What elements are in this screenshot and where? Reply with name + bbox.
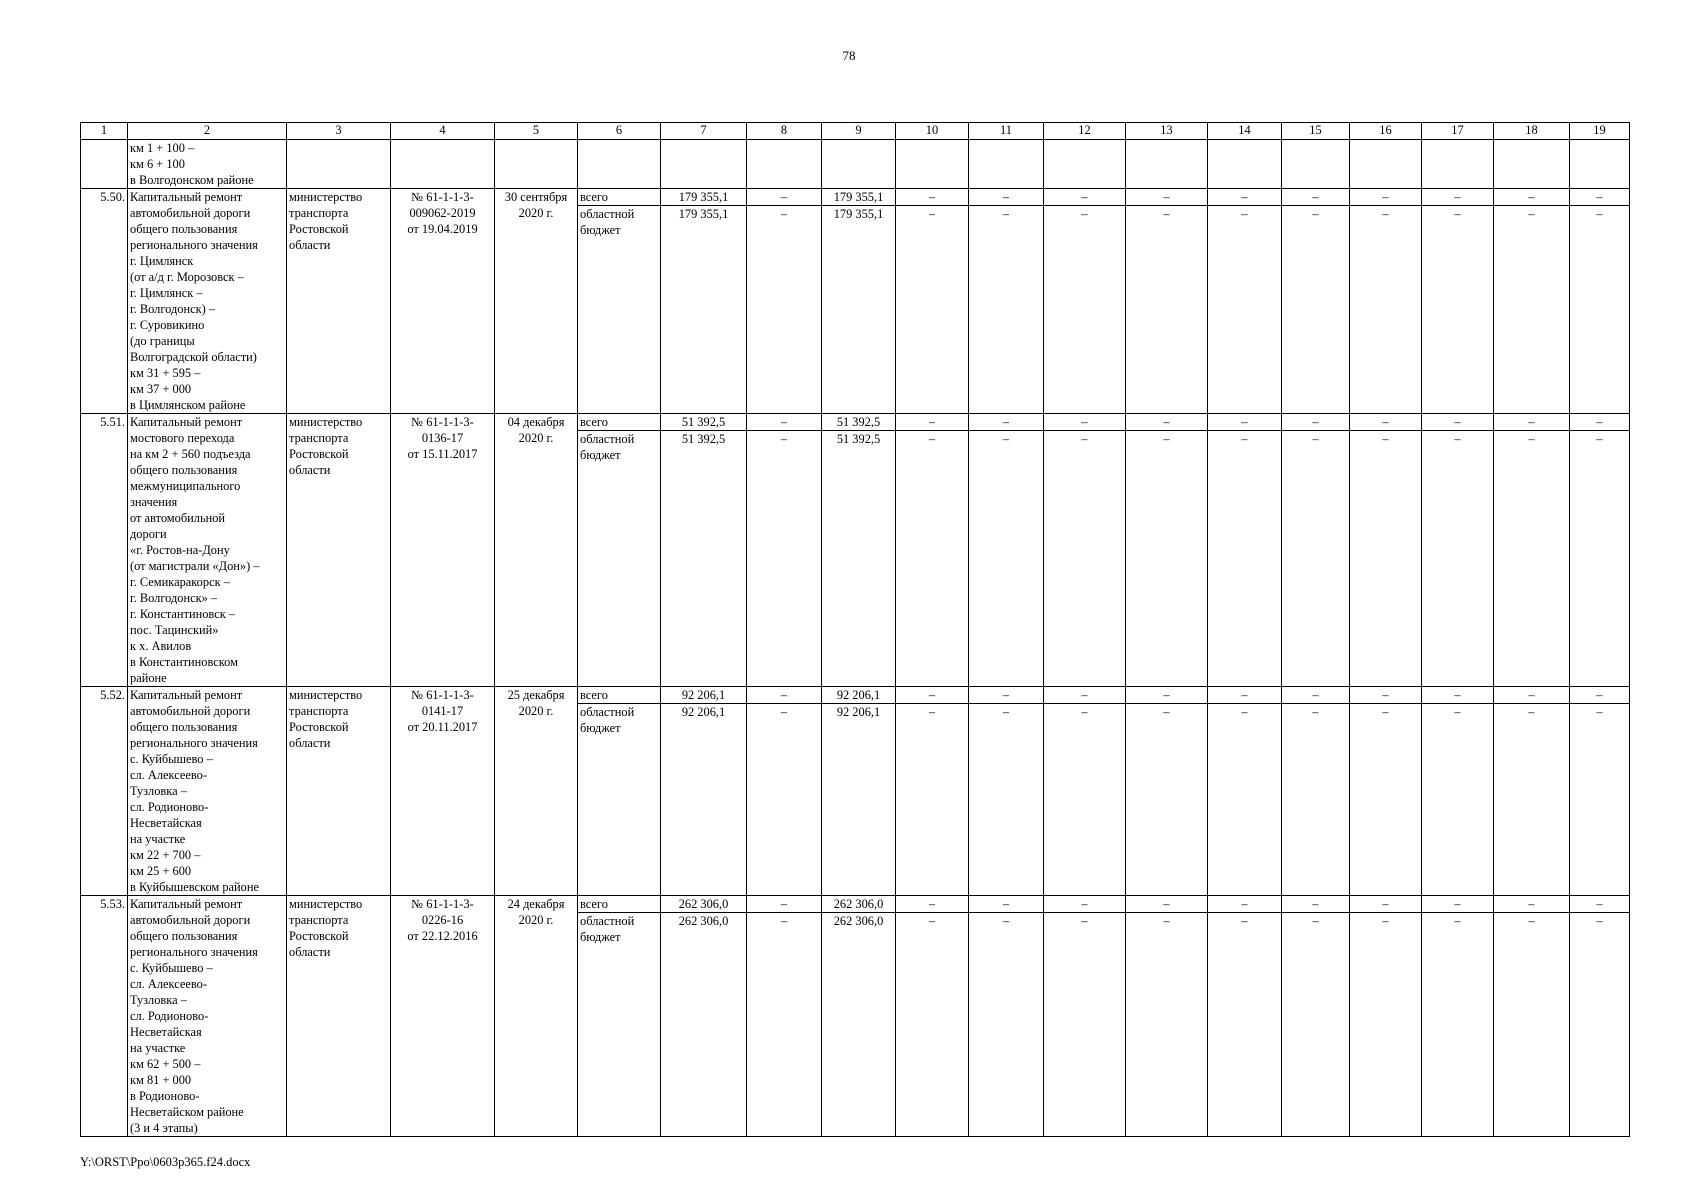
- table-row: [81, 687, 1630, 704]
- amount-cell: –: [1422, 687, 1494, 704]
- amount-cell: –: [1570, 189, 1630, 206]
- page-number: 78: [842, 48, 856, 63]
- amount-cell: –: [1208, 414, 1282, 431]
- table-row: [81, 414, 1630, 431]
- amount-cell: –: [969, 414, 1044, 431]
- amount-cell: –: [1044, 687, 1126, 704]
- completion-date-cell: 25 декабря 2020 г.: [495, 687, 578, 896]
- amount-cell: –: [1350, 913, 1422, 1137]
- amount-cell: –: [1282, 704, 1350, 896]
- amount-cell: –: [1044, 913, 1126, 1137]
- amount-cell: –: [1494, 206, 1570, 414]
- expertise-document-cell: № 61-1-1-3- 0226-16 от 22.12.2016: [391, 896, 495, 1137]
- customer-cell: министерство транспорта Ростовской области: [287, 189, 391, 414]
- amount-cell: 179 355,1: [822, 189, 896, 206]
- amount-cell: –: [1208, 687, 1282, 704]
- amount-cell: –: [747, 206, 822, 414]
- empty-cell: [1570, 140, 1630, 189]
- amount-cell: –: [1422, 206, 1494, 414]
- expertise-document-cell: № 61-1-1-3- 0141-17 от 20.11.2017: [391, 687, 495, 896]
- amount-cell: –: [1126, 414, 1208, 431]
- amount-cell: –: [1494, 431, 1570, 687]
- column-number-header: 1: [81, 123, 128, 140]
- amount-cell: –: [1044, 431, 1126, 687]
- amount-cell: –: [1282, 896, 1350, 913]
- amount-cell: –: [896, 704, 969, 896]
- column-number-header: 19: [1570, 123, 1630, 140]
- amount-cell: 92 206,1: [661, 687, 747, 704]
- expertise-document-cell: № 61-1-1-3- 0136-17 от 15.11.2017: [391, 414, 495, 687]
- amount-cell: –: [1422, 913, 1494, 1137]
- amount-cell: –: [1208, 704, 1282, 896]
- amount-cell: –: [896, 189, 969, 206]
- funding-source-budget-cell: областной бюджет: [578, 431, 661, 687]
- funding-source-budget-cell: областной бюджет: [578, 704, 661, 896]
- column-number-header: 3: [287, 123, 391, 140]
- amount-cell: –: [1494, 704, 1570, 896]
- amount-cell: –: [896, 414, 969, 431]
- empty-cell: [1044, 140, 1126, 189]
- column-number-header: 7: [661, 123, 747, 140]
- funding-source-budget-cell: областной бюджет: [578, 913, 661, 1137]
- amount-cell: –: [1208, 431, 1282, 687]
- expertise-document-cell: № 61-1-1-3- 009062-2019 от 19.04.2019: [391, 189, 495, 414]
- amount-cell: –: [969, 206, 1044, 414]
- column-number-header: 17: [1422, 123, 1494, 140]
- amount-cell: –: [747, 896, 822, 913]
- amount-cell: –: [1570, 704, 1630, 896]
- completion-date-cell: 24 декабря 2020 г.: [495, 896, 578, 1137]
- amount-cell: –: [1494, 896, 1570, 913]
- amount-cell: –: [969, 431, 1044, 687]
- object-name-cell: Капитальный ремонт мостового перехода на км 2 + 560 подъезда общего пользования межмуниципального значения от автомобильной дороги «г. Ростов-на-Дону (от магистрали «Дон») – г. Семикаракорск – г. Волгодонск» – г. Константиновск – пос. Тацинский» к х. Авилов в Константиновском районе: [128, 414, 287, 687]
- item-number-cell: 5.50.: [81, 189, 128, 414]
- amount-cell: –: [1422, 704, 1494, 896]
- amount-cell: –: [1282, 414, 1350, 431]
- amount-cell: –: [969, 687, 1044, 704]
- amount-cell: 179 355,1: [661, 206, 747, 414]
- amount-cell: 51 392,5: [661, 431, 747, 687]
- item-number-cell: 5.53.: [81, 896, 128, 1137]
- empty-cell: [1208, 140, 1282, 189]
- empty-cell: [391, 140, 495, 189]
- amount-cell: 179 355,1: [661, 189, 747, 206]
- amount-cell: –: [1044, 896, 1126, 913]
- amount-cell: 51 392,5: [822, 414, 896, 431]
- amount-cell: 92 206,1: [661, 704, 747, 896]
- amount-cell: 262 306,0: [661, 913, 747, 1137]
- customer-cell: министерство транспорта Ростовской области: [287, 414, 391, 687]
- column-number-header: 15: [1282, 123, 1350, 140]
- continuation-row: [81, 140, 1630, 189]
- amount-cell: 262 306,0: [661, 896, 747, 913]
- amount-cell: –: [1350, 687, 1422, 704]
- completion-date-cell: 30 сентября 2020 г.: [495, 189, 578, 414]
- amount-cell: 179 355,1: [822, 206, 896, 414]
- column-number-header: 4: [391, 123, 495, 140]
- empty-cell: [969, 140, 1044, 189]
- empty-cell: [1350, 140, 1422, 189]
- amount-cell: –: [1570, 913, 1630, 1137]
- amount-cell: –: [1422, 431, 1494, 687]
- empty-cell: [747, 140, 822, 189]
- empty-cell: [1282, 140, 1350, 189]
- column-number-header: 13: [1126, 123, 1208, 140]
- column-number-header: 9: [822, 123, 896, 140]
- column-number-row: [81, 123, 1630, 140]
- amount-cell: 92 206,1: [822, 687, 896, 704]
- amount-cell: –: [1208, 896, 1282, 913]
- file-path-footer: Y:\ORST\Ppo\0603p365.f24.docx: [80, 1155, 251, 1169]
- amount-cell: –: [896, 431, 969, 687]
- amount-cell: –: [1282, 913, 1350, 1137]
- amount-cell: –: [1350, 896, 1422, 913]
- empty-cell: [1126, 140, 1208, 189]
- amount-cell: –: [1350, 414, 1422, 431]
- amount-cell: –: [1494, 913, 1570, 1137]
- amount-cell: –: [1126, 896, 1208, 913]
- column-number-header: 8: [747, 123, 822, 140]
- amount-cell: –: [896, 206, 969, 414]
- amount-cell: –: [896, 687, 969, 704]
- column-number-header: 2: [128, 123, 287, 140]
- completion-date-cell: 04 декабря 2020 г.: [495, 414, 578, 687]
- amount-cell: –: [1282, 206, 1350, 414]
- funding-source-total-cell: всего: [578, 896, 661, 913]
- funding-source-budget-cell: областной бюджет: [578, 206, 661, 414]
- column-number-header: 16: [1350, 123, 1422, 140]
- amount-cell: –: [1044, 189, 1126, 206]
- empty-cell: [495, 140, 578, 189]
- empty-cell: [1494, 140, 1570, 189]
- amount-cell: –: [1208, 189, 1282, 206]
- funding-source-total-cell: всего: [578, 414, 661, 431]
- amount-cell: 51 392,5: [661, 414, 747, 431]
- amount-cell: –: [1126, 704, 1208, 896]
- empty-cell: [1422, 140, 1494, 189]
- table-row: [81, 189, 1630, 206]
- object-name-cell: Капитальный ремонт автомобильной дороги общего пользования регионального значения с. Куйбышево – сл. Алексеево- Тузловка – сл. Родионово- Несветайская на участке км 22 + 700 – км 25 + 600 в Куйбышевском районе: [128, 687, 287, 896]
- budget-table: [80, 122, 1630, 1137]
- amount-cell: 262 306,0: [822, 913, 896, 1137]
- amount-cell: –: [747, 189, 822, 206]
- object-name-cell: Капитальный ремонт автомобильной дороги общего пользования регионального значения с. Куйбышево – сл. Алексеево- Тузловка – сл. Родионово- Несветайская на участке км 62 + 500 – км 81 + 000 в Родионово- Несветайском районе (3 и 4 этапы): [128, 896, 287, 1137]
- amount-cell: –: [747, 414, 822, 431]
- item-number-cell: 5.52.: [81, 687, 128, 896]
- customer-cell: министерство транспорта Ростовской области: [287, 687, 391, 896]
- amount-cell: –: [1570, 896, 1630, 913]
- amount-cell: –: [747, 687, 822, 704]
- amount-cell: –: [1282, 189, 1350, 206]
- customer-cell: министерство транспорта Ростовской области: [287, 896, 391, 1137]
- amount-cell: –: [1282, 687, 1350, 704]
- funding-source-total-cell: всего: [578, 189, 661, 206]
- column-number-header: 10: [896, 123, 969, 140]
- amount-cell: –: [1350, 431, 1422, 687]
- amount-cell: –: [1126, 189, 1208, 206]
- empty-cell: [822, 140, 896, 189]
- empty-cell: [578, 140, 661, 189]
- amount-cell: –: [747, 704, 822, 896]
- amount-cell: –: [1422, 414, 1494, 431]
- amount-cell: –: [1208, 206, 1282, 414]
- table-row: [81, 896, 1630, 913]
- amount-cell: –: [1350, 206, 1422, 414]
- amount-cell: –: [1044, 414, 1126, 431]
- column-number-header: 12: [1044, 123, 1126, 140]
- amount-cell: –: [1570, 687, 1630, 704]
- amount-cell: 51 392,5: [822, 431, 896, 687]
- amount-cell: –: [747, 431, 822, 687]
- object-name-cell: км 1 + 100 – км 6 + 100 в Волгодонском районе: [128, 140, 287, 189]
- empty-cell: [661, 140, 747, 189]
- amount-cell: 92 206,1: [822, 704, 896, 896]
- amount-cell: –: [1350, 189, 1422, 206]
- amount-cell: –: [896, 896, 969, 913]
- empty-cell: [896, 140, 969, 189]
- amount-cell: –: [1570, 414, 1630, 431]
- amount-cell: –: [969, 704, 1044, 896]
- amount-cell: 262 306,0: [822, 896, 896, 913]
- amount-cell: –: [1494, 189, 1570, 206]
- amount-cell: –: [1422, 896, 1494, 913]
- amount-cell: –: [747, 913, 822, 1137]
- empty-cell: [287, 140, 391, 189]
- amount-cell: –: [1570, 206, 1630, 414]
- amount-cell: –: [1422, 189, 1494, 206]
- amount-cell: –: [1570, 431, 1630, 687]
- amount-cell: –: [969, 896, 1044, 913]
- object-name-cell: Капитальный ремонт автомобильной дороги общего пользования регионального значения г. Цимлянск (от а/д г. Морозовск – г. Цимлянск – г. Волгодонск) – г. Суровикино (до границы Волгоградской области) км 31 + 595 – км 37 + 000 в Цимлянском районе: [128, 189, 287, 414]
- amount-cell: –: [1494, 414, 1570, 431]
- column-number-header: 14: [1208, 123, 1282, 140]
- amount-cell: –: [969, 189, 1044, 206]
- empty-cell: [81, 140, 128, 189]
- funding-source-total-cell: всего: [578, 687, 661, 704]
- amount-cell: –: [969, 913, 1044, 1137]
- amount-cell: –: [1494, 687, 1570, 704]
- amount-cell: –: [1126, 913, 1208, 1137]
- amount-cell: –: [1208, 913, 1282, 1137]
- column-number-header: 11: [969, 123, 1044, 140]
- amount-cell: –: [896, 913, 969, 1137]
- amount-cell: –: [1350, 704, 1422, 896]
- amount-cell: –: [1126, 431, 1208, 687]
- column-number-header: 6: [578, 123, 661, 140]
- column-number-header: 5: [495, 123, 578, 140]
- item-number-cell: 5.51.: [81, 414, 128, 687]
- amount-cell: –: [1126, 687, 1208, 704]
- amount-cell: –: [1282, 431, 1350, 687]
- amount-cell: –: [1044, 206, 1126, 414]
- column-number-header: 18: [1494, 123, 1570, 140]
- amount-cell: –: [1044, 704, 1126, 896]
- amount-cell: –: [1126, 206, 1208, 414]
